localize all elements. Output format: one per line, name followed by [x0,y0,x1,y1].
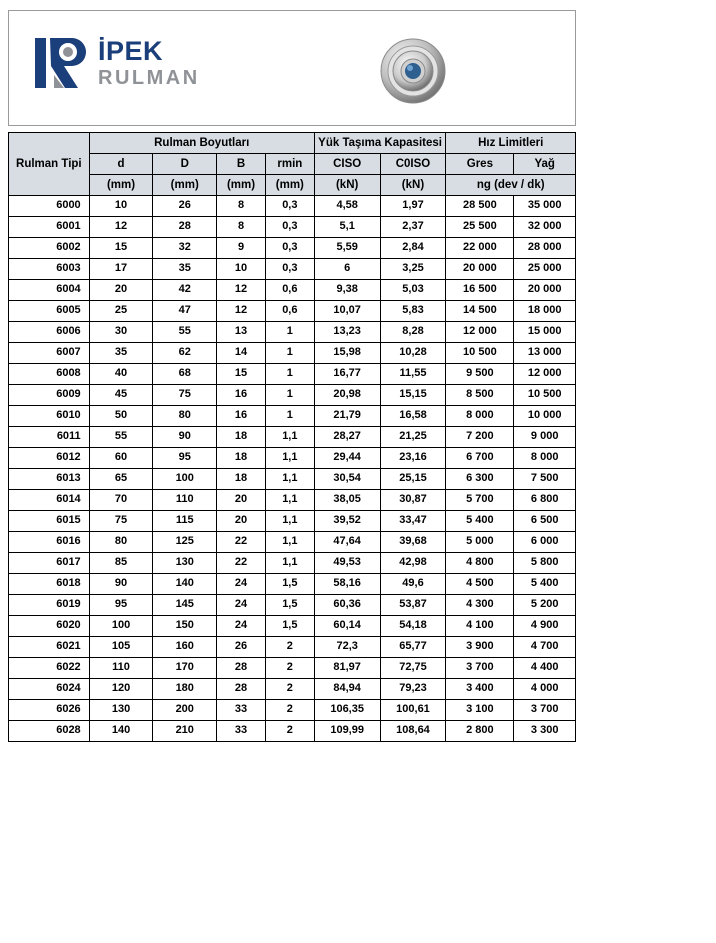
cell-gres: 4 800 [446,553,514,574]
cell-D: 32 [153,238,217,259]
cell-bearing-type: 6018 [9,574,90,595]
cell-ciso: 10,07 [314,301,380,322]
cell-c0iso: 1,97 [380,196,446,217]
cell-bearing-type: 6013 [9,469,90,490]
brand-name-primary: İPEK [98,36,164,66]
cell-bearing-type: 6014 [9,490,90,511]
cell-rmin: 1,5 [265,574,314,595]
cell-bearing-type: 6001 [9,217,90,238]
table-row [9,217,576,238]
cell-bearing-type: 6021 [9,637,90,658]
cell-rmin: 1,1 [265,532,314,553]
cell-c0iso: 42,98 [380,553,446,574]
header-speed-limits: Hız Limitleri [446,133,576,154]
cell-bearing-type: 6020 [9,616,90,637]
cell-gres: 3 700 [446,658,514,679]
cell-B: 12 [217,280,266,301]
cell-B: 24 [217,574,266,595]
cell-rmin: 1,1 [265,427,314,448]
cell-gres: 10 500 [446,343,514,364]
cell-D: 170 [153,658,217,679]
cell-c0iso: 30,87 [380,490,446,511]
cell-yag: 10 500 [514,385,576,406]
table-row [9,511,576,532]
cell-rmin: 1,1 [265,448,314,469]
cell-c0iso: 10,28 [380,343,446,364]
cell-c0iso: 49,6 [380,574,446,595]
cell-bearing-type: 6006 [9,322,90,343]
cell-D: 150 [153,616,217,637]
cell-B: 33 [217,721,266,742]
cell-yag: 25 000 [514,259,576,280]
cell-B: 8 [217,196,266,217]
cell-D: 180 [153,679,217,700]
cell-rmin: 1,5 [265,595,314,616]
cell-B: 8 [217,217,266,238]
table-header-units [9,175,576,196]
cell-c0iso: 25,15 [380,469,446,490]
cell-D: 95 [153,448,217,469]
brand-logo [34,35,200,91]
cell-d: 20 [89,280,153,301]
cell-gres: 16 500 [446,280,514,301]
cell-d: 40 [89,364,153,385]
cell-rmin: 1,1 [265,553,314,574]
cell-d: 55 [89,427,153,448]
cell-gres: 4 100 [446,616,514,637]
cell-d: 105 [89,637,153,658]
cell-yag: 15 000 [514,322,576,343]
cell-bearing-type: 6028 [9,721,90,742]
ipek-r-monogram-icon [34,35,90,91]
unit-B: (mm) [217,175,266,196]
cell-c0iso: 100,61 [380,700,446,721]
cell-D: 125 [153,532,217,553]
cell-rmin: 1 [265,364,314,385]
cell-rmin: 1,1 [265,469,314,490]
cell-B: 10 [217,259,266,280]
cell-gres: 8 000 [446,406,514,427]
cell-D: 160 [153,637,217,658]
table-row [9,427,576,448]
bearing-spec-table [8,132,576,742]
cell-rmin: 0,6 [265,280,314,301]
cell-yag: 4 000 [514,679,576,700]
cell-yag: 6 500 [514,511,576,532]
cell-B: 9 [217,238,266,259]
cell-D: 110 [153,490,217,511]
table-header-symbols [9,154,576,175]
cell-rmin: 1,5 [265,616,314,637]
cell-yag: 5 800 [514,553,576,574]
cell-ciso: 20,98 [314,385,380,406]
cell-B: 20 [217,511,266,532]
cell-bearing-type: 6011 [9,427,90,448]
cell-d: 70 [89,490,153,511]
cell-d: 140 [89,721,153,742]
cell-rmin: 2 [265,700,314,721]
cell-c0iso: 2,84 [380,238,446,259]
unit-rmin: (mm) [265,175,314,196]
cell-ciso: 5,1 [314,217,380,238]
cell-gres: 2 800 [446,721,514,742]
cell-ciso: 109,99 [314,721,380,742]
cell-d: 17 [89,259,153,280]
cell-D: 90 [153,427,217,448]
cell-D: 130 [153,553,217,574]
cell-bearing-type: 6022 [9,658,90,679]
cell-c0iso: 3,25 [380,259,446,280]
cell-ciso: 47,64 [314,532,380,553]
table-row [9,658,576,679]
cell-yag: 6 800 [514,490,576,511]
cell-rmin: 1,1 [265,490,314,511]
cell-d: 50 [89,406,153,427]
cell-c0iso: 21,25 [380,427,446,448]
cell-ciso: 29,44 [314,448,380,469]
cell-bearing-type: 6005 [9,301,90,322]
cell-c0iso: 11,55 [380,364,446,385]
cell-B: 16 [217,406,266,427]
cell-d: 80 [89,532,153,553]
cell-c0iso: 79,23 [380,679,446,700]
cell-B: 12 [217,301,266,322]
cell-D: 200 [153,700,217,721]
cell-D: 145 [153,595,217,616]
cell-B: 22 [217,532,266,553]
cell-rmin: 1 [265,406,314,427]
cell-c0iso: 72,75 [380,658,446,679]
cell-gres: 5 700 [446,490,514,511]
cell-d: 100 [89,616,153,637]
cell-B: 15 [217,364,266,385]
cell-D: 75 [153,385,217,406]
cell-D: 80 [153,406,217,427]
cell-rmin: 0,3 [265,217,314,238]
cell-D: 42 [153,280,217,301]
cell-D: 62 [153,343,217,364]
cell-ciso: 28,27 [314,427,380,448]
cell-ciso: 4,58 [314,196,380,217]
cell-bearing-type: 6002 [9,238,90,259]
cell-c0iso: 65,77 [380,637,446,658]
cell-d: 65 [89,469,153,490]
cell-bearing-type: 6007 [9,343,90,364]
cell-ciso: 58,16 [314,574,380,595]
table-row [9,721,576,742]
cell-c0iso: 5,83 [380,301,446,322]
cell-yag: 18 000 [514,301,576,322]
cell-bearing-type: 6016 [9,532,90,553]
cell-c0iso: 23,16 [380,448,446,469]
cell-bearing-type: 6008 [9,364,90,385]
cell-D: 47 [153,301,217,322]
table-row [9,406,576,427]
cell-ciso: 84,94 [314,679,380,700]
header-bearing-type: Rulman Tipi [9,133,90,196]
cell-yag: 12 000 [514,364,576,385]
cell-D: 26 [153,196,217,217]
cell-c0iso: 16,58 [380,406,446,427]
header-ciso: CISO [314,154,380,175]
cell-rmin: 1 [265,322,314,343]
cell-d: 130 [89,700,153,721]
cell-yag: 7 500 [514,469,576,490]
brand-name-secondary: RULMAN [98,67,200,89]
table-row [9,238,576,259]
cell-rmin: 0,6 [265,301,314,322]
header-load-capacity: Yük Taşıma Kapasitesi [314,133,446,154]
cell-B: 14 [217,343,266,364]
cell-D: 210 [153,721,217,742]
cell-ciso: 16,77 [314,364,380,385]
cell-gres: 6 300 [446,469,514,490]
cell-yag: 4 700 [514,637,576,658]
header-d: d [89,154,153,175]
document-header [8,10,576,126]
cell-d: 85 [89,553,153,574]
cell-gres: 25 500 [446,217,514,238]
cell-c0iso: 33,47 [380,511,446,532]
table-row [9,637,576,658]
cell-rmin: 0,3 [265,238,314,259]
cell-bearing-type: 6026 [9,700,90,721]
cell-ciso: 30,54 [314,469,380,490]
cell-gres: 12 000 [446,322,514,343]
table-row [9,259,576,280]
cell-bearing-type: 6015 [9,511,90,532]
cell-ciso: 15,98 [314,343,380,364]
table-row [9,595,576,616]
cell-d: 75 [89,511,153,532]
cell-gres: 4 500 [446,574,514,595]
cell-d: 15 [89,238,153,259]
cell-B: 13 [217,322,266,343]
cell-yag: 8 000 [514,448,576,469]
cell-c0iso: 108,64 [380,721,446,742]
cell-gres: 22 000 [446,238,514,259]
table-row [9,616,576,637]
cell-gres: 20 000 [446,259,514,280]
cell-rmin: 2 [265,637,314,658]
cell-gres: 6 700 [446,448,514,469]
table-row [9,301,576,322]
cell-B: 16 [217,385,266,406]
cell-rmin: 1 [265,343,314,364]
cell-c0iso: 15,15 [380,385,446,406]
cell-yag: 32 000 [514,217,576,238]
cell-yag: 6 000 [514,532,576,553]
cell-B: 28 [217,679,266,700]
cell-yag: 10 000 [514,406,576,427]
unit-c0iso: (kN) [380,175,446,196]
cell-gres: 5 000 [446,532,514,553]
table-row [9,448,576,469]
cell-D: 28 [153,217,217,238]
cell-bearing-type: 6012 [9,448,90,469]
cell-B: 18 [217,469,266,490]
cell-bearing-type: 6003 [9,259,90,280]
header-c0iso: C0ISO [380,154,446,175]
cell-bearing-type: 6024 [9,679,90,700]
brand-wordmark [98,38,200,88]
cell-bearing-type: 6010 [9,406,90,427]
unit-D: (mm) [153,175,217,196]
cell-gres: 3 900 [446,637,514,658]
cell-rmin: 1 [265,385,314,406]
cell-c0iso: 53,87 [380,595,446,616]
cell-rmin: 1,1 [265,511,314,532]
cell-ciso: 106,35 [314,700,380,721]
cell-d: 35 [89,343,153,364]
cell-rmin: 0,3 [265,259,314,280]
cell-d: 12 [89,217,153,238]
table-row [9,343,576,364]
cell-d: 30 [89,322,153,343]
cell-B: 24 [217,616,266,637]
header-bearing-dimensions: Rulman Boyutları [89,133,314,154]
cell-bearing-type: 6009 [9,385,90,406]
cell-c0iso: 8,28 [380,322,446,343]
cell-yag: 9 000 [514,427,576,448]
cell-gres: 9 500 [446,364,514,385]
cell-bearing-type: 6017 [9,553,90,574]
cell-ciso: 5,59 [314,238,380,259]
cell-d: 60 [89,448,153,469]
cell-ciso: 39,52 [314,511,380,532]
cell-gres: 3 400 [446,679,514,700]
cell-c0iso: 54,18 [380,616,446,637]
cell-B: 28 [217,658,266,679]
cell-d: 90 [89,574,153,595]
cell-B: 18 [217,427,266,448]
cell-ciso: 9,38 [314,280,380,301]
cell-D: 140 [153,574,217,595]
cell-ciso: 49,53 [314,553,380,574]
cell-gres: 8 500 [446,385,514,406]
cell-ciso: 21,79 [314,406,380,427]
table-row [9,574,576,595]
cell-d: 110 [89,658,153,679]
table-row [9,490,576,511]
cell-d: 95 [89,595,153,616]
cell-c0iso: 5,03 [380,280,446,301]
cell-gres: 14 500 [446,301,514,322]
cell-yag: 20 000 [514,280,576,301]
cell-rmin: 2 [265,658,314,679]
ball-bearing-photo [379,37,447,105]
cell-D: 68 [153,364,217,385]
cell-ciso: 72,3 [314,637,380,658]
cell-D: 115 [153,511,217,532]
cell-yag: 4 900 [514,616,576,637]
table-row [9,322,576,343]
cell-ciso: 6 [314,259,380,280]
header-rmin: rmin [265,154,314,175]
table-row [9,679,576,700]
cell-rmin: 2 [265,721,314,742]
cell-d: 25 [89,301,153,322]
cell-yag: 5 200 [514,595,576,616]
cell-d: 45 [89,385,153,406]
cell-D: 35 [153,259,217,280]
cell-bearing-type: 6019 [9,595,90,616]
cell-bearing-type: 6000 [9,196,90,217]
table-row [9,469,576,490]
cell-B: 33 [217,700,266,721]
cell-rmin: 0,3 [265,196,314,217]
cell-rmin: 2 [265,679,314,700]
cell-D: 55 [153,322,217,343]
table-row [9,280,576,301]
cell-gres: 7 200 [446,427,514,448]
table-row [9,553,576,574]
cell-yag: 3 300 [514,721,576,742]
cell-gres: 28 500 [446,196,514,217]
cell-B: 22 [217,553,266,574]
cell-ciso: 81,97 [314,658,380,679]
cell-yag: 28 000 [514,238,576,259]
unit-d: (mm) [89,175,153,196]
table-header-groups [9,133,576,154]
table-row [9,700,576,721]
cell-ciso: 60,36 [314,595,380,616]
cell-B: 20 [217,490,266,511]
header-yag: Yağ [514,154,576,175]
unit-speed: ng (dev / dk) [446,175,576,196]
cell-d: 120 [89,679,153,700]
header-gres: Gres [446,154,514,175]
header-B: B [217,154,266,175]
cell-bearing-type: 6004 [9,280,90,301]
header-D: D [153,154,217,175]
table-row [9,196,576,217]
cell-yag: 4 400 [514,658,576,679]
table-row [9,364,576,385]
cell-ciso: 38,05 [314,490,380,511]
cell-B: 26 [217,637,266,658]
cell-yag: 13 000 [514,343,576,364]
cell-B: 18 [217,448,266,469]
table-row [9,385,576,406]
cell-B: 24 [217,595,266,616]
cell-gres: 5 400 [446,511,514,532]
cell-c0iso: 2,37 [380,217,446,238]
cell-yag: 35 000 [514,196,576,217]
table-row [9,532,576,553]
cell-c0iso: 39,68 [380,532,446,553]
cell-yag: 3 700 [514,700,576,721]
cell-yag: 5 400 [514,574,576,595]
cell-ciso: 60,14 [314,616,380,637]
cell-ciso: 13,23 [314,322,380,343]
unit-ciso: (kN) [314,175,380,196]
cell-d: 10 [89,196,153,217]
table-body [9,196,576,742]
cell-gres: 3 100 [446,700,514,721]
cell-D: 100 [153,469,217,490]
cell-gres: 4 300 [446,595,514,616]
